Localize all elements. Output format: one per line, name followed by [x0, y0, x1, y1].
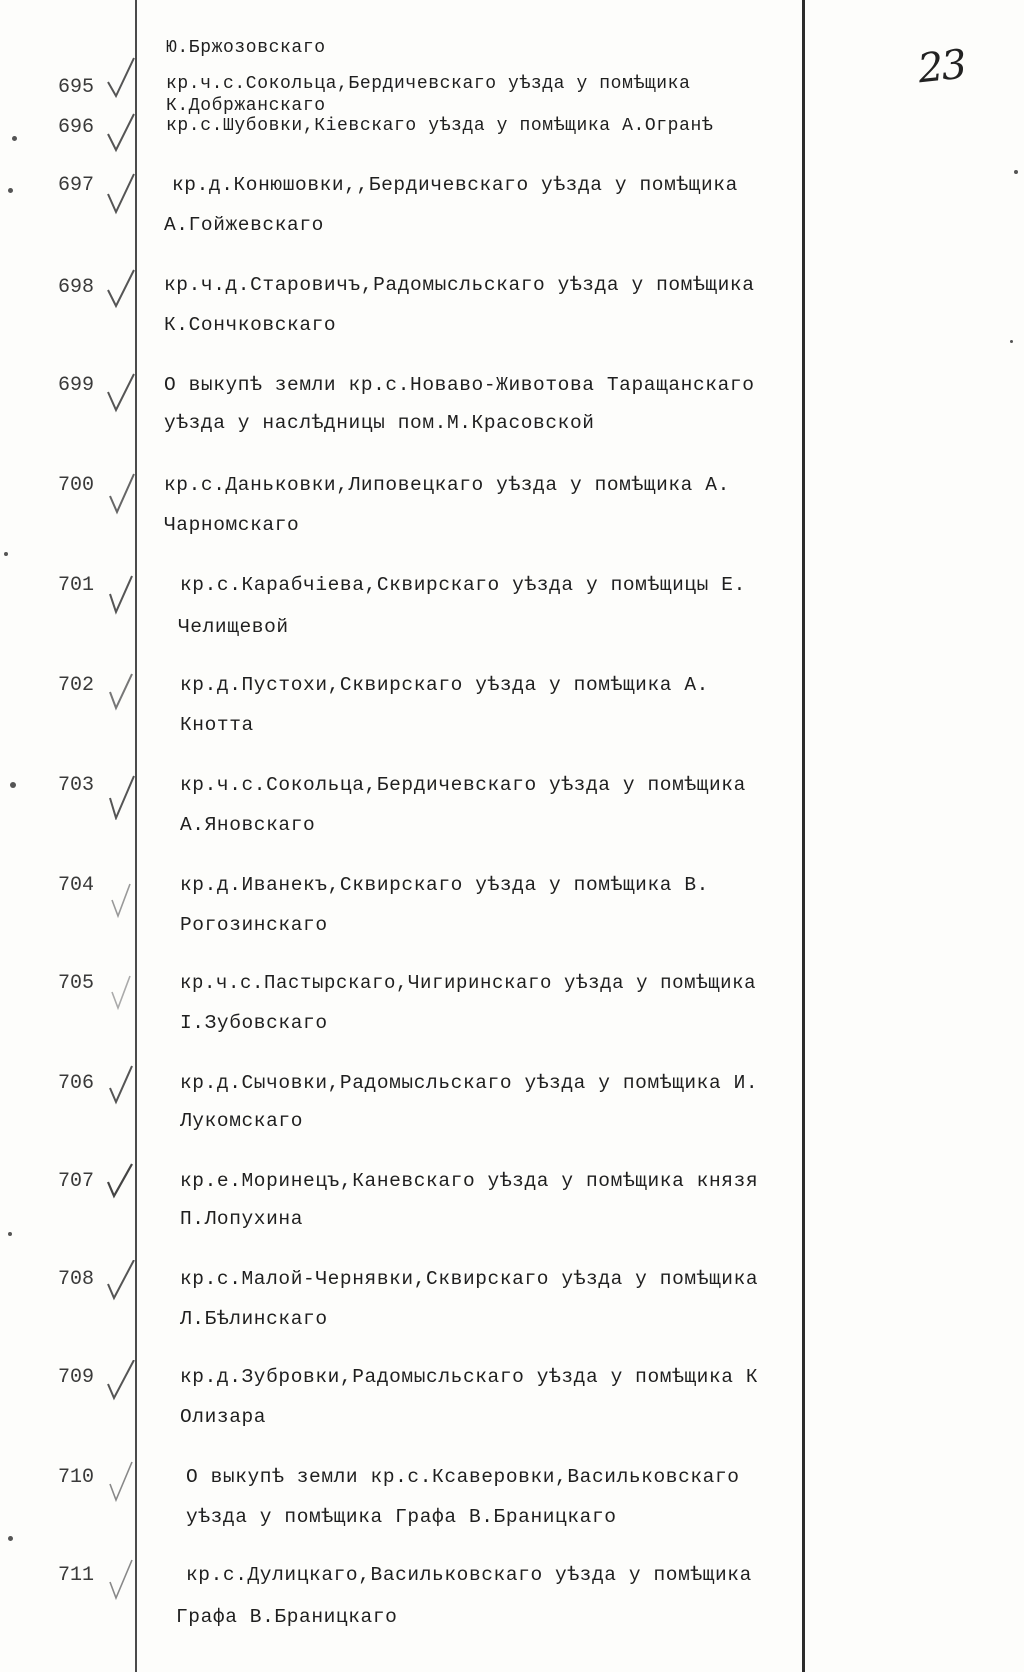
entry-number: 700: [58, 474, 95, 497]
entry-line: кр.д.Зубровки,Радомысльскаго уѣзда у помѣщика К: [180, 1366, 759, 1388]
entry-line: А.Яновскаго: [180, 814, 316, 836]
checkmark-icon: [104, 470, 140, 516]
entry-line: кр.е.Моринецъ,Каневскаго уѣзда у помѣщика князя: [180, 1170, 759, 1192]
entry-number: 704: [58, 874, 95, 897]
left-margin-rule: [135, 0, 137, 1672]
checkmark-icon: [104, 170, 140, 216]
entry-line: уѣзда у помѣщика Графа В.Браницкаго: [186, 1506, 617, 1528]
entry-line: кр.ч.с.Сокольца,Бердичевскаго уѣзда у помѣщика: [180, 774, 746, 796]
entry-number: 702: [58, 674, 95, 697]
checkmark-icon: [104, 268, 140, 314]
entry-line: кр.д.Конюшовки,,Бердичевскаго уѣзда у помѣщика: [172, 174, 738, 196]
entry-number: 711: [58, 1564, 95, 1587]
entry-line: О выкупѣ земли кр.с.Новаво-Животова Таращанскаго: [164, 374, 755, 396]
entry-line: кр.д.Иванекъ,Сквирскаго уѣзда у помѣщика В.: [180, 874, 709, 896]
checkmark-icon: [104, 572, 140, 618]
entry-line: Челищевой: [178, 616, 289, 638]
entry-line: О выкупѣ земли кр.с.Ксаверовки,Васильковскаго: [186, 1466, 740, 1488]
entry-line: кр.с.Даньковки,Липовецкаго уѣзда у помѣщика А.: [164, 474, 730, 496]
entry-line: кр.с.Малой-Чернявки,Сквирскаго уѣзда у помѣщика: [180, 1268, 759, 1290]
entry-line: К.Сончковскаго: [164, 314, 337, 336]
entry-number: 698: [58, 276, 95, 299]
scan-speck: [8, 1232, 12, 1236]
checkmark-icon: [104, 1260, 140, 1306]
checkmark-icon: [104, 110, 140, 156]
entry-number: 696: [58, 116, 95, 139]
entry-number: 699: [58, 374, 95, 397]
folio-number: 23: [915, 41, 968, 93]
entry-number: 710: [58, 1466, 95, 1489]
checkmark-icon: [104, 1064, 140, 1110]
entry-number: 701: [58, 574, 95, 597]
checkmark-icon: [104, 1162, 140, 1208]
entry-line: Рогозинскаго: [180, 914, 328, 936]
checkmark-icon: [104, 1360, 140, 1406]
entry-line: Олизара: [180, 1406, 267, 1428]
entry-line: кр.ч.с.Пастырскаго,Чигиринскаго уѣзда у помѣщика: [180, 972, 757, 994]
entry-number: 697: [58, 174, 95, 197]
entry-line: кр.ч.д.Старовичъ,Радомысльскаго уѣзда у помѣщика: [164, 274, 755, 296]
entry-line: Л.Бѣлинскаго: [180, 1308, 328, 1330]
entry-line: кр.с.Дулицкаго,Васильковскаго уѣзда у помѣщика: [186, 1564, 752, 1586]
checkmark-icon: [104, 1558, 140, 1604]
entry-line: Чарномскаго: [164, 514, 300, 536]
entry-number: 708: [58, 1268, 95, 1291]
entry-number: 707: [58, 1170, 95, 1193]
entry-number: 705: [58, 972, 95, 995]
entry-line: Графа В.Браницкаго: [176, 1606, 398, 1628]
scan-speck: [8, 188, 13, 193]
entry-number: 695: [58, 76, 95, 99]
checkmark-icon: [104, 670, 140, 716]
entry-line: кр.с.Шубовки,Кіевскаго уѣзда у помѣщика А.Огранѣ: [166, 116, 714, 136]
right-margin-rule: [802, 0, 805, 1672]
checkmark-icon: [104, 1460, 140, 1506]
scan-speck: [12, 136, 17, 141]
checkmark-icon: [104, 370, 140, 416]
checkmark-icon: [104, 970, 140, 1016]
checkmark-icon: [104, 774, 140, 820]
entry-number: 703: [58, 774, 95, 797]
scan-speck: [1014, 170, 1018, 174]
entry-line: К.Добржанскаго: [166, 96, 326, 116]
checkmark-icon: [104, 878, 140, 924]
entry-line: Кнотта: [180, 714, 254, 736]
entry-line: кр.с.Карабчіева,Сквирскаго уѣзда у помѣщицы Е.: [180, 574, 746, 596]
entry-line: кр.ч.с.Сокольца,Бердичевскаго уѣзда у помѣщика: [166, 74, 691, 94]
entry-line: Ю.Бржозовскаго: [166, 38, 326, 58]
entry-line: І.Зубовскаго: [180, 1012, 328, 1034]
scan-speck: [1010, 340, 1013, 343]
entry-line: кр.д.Пустохи,Сквирскаго уѣзда у помѣщика А.: [180, 674, 709, 696]
entry-number: 709: [58, 1366, 95, 1389]
entry-line: уѣзда у наслѣдницы пом.М.Красовской: [164, 412, 595, 434]
entry-line: кр.д.Сычовки,Радомысльскаго уѣзда у помѣщика И.: [180, 1072, 759, 1094]
entry-line: П.Лопухина: [180, 1208, 304, 1230]
entry-number: 706: [58, 1072, 95, 1095]
scan-speck: [8, 1536, 13, 1541]
entry-line: Лукомскаго: [180, 1110, 304, 1132]
scan-speck: [4, 552, 8, 556]
scan-speck: [10, 782, 16, 788]
checkmark-icon: [104, 56, 140, 102]
entry-line: А.Гойжевскаго: [164, 214, 324, 236]
